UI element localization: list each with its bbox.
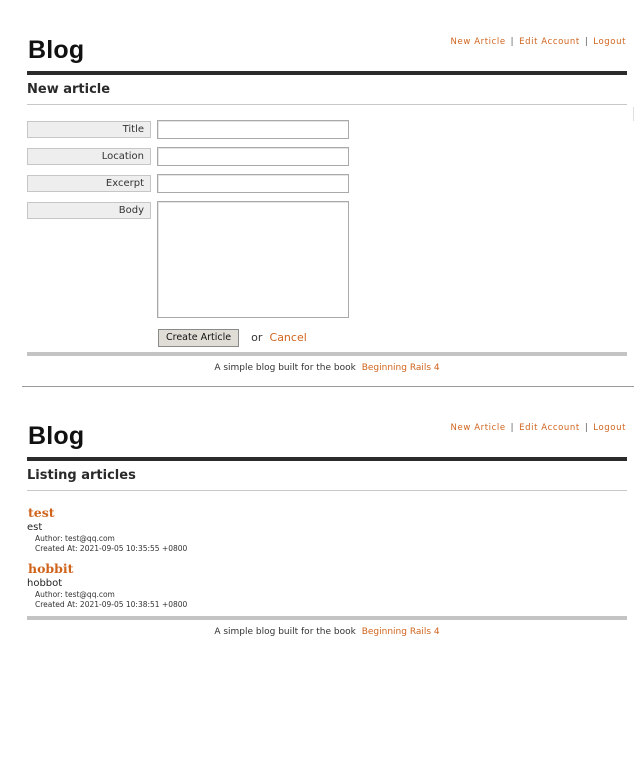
article-created-at: Created At: 2021-09-05 10:38:51 +0800 — [35, 599, 188, 609]
body-label: Body — [27, 202, 151, 219]
footer-text: A simple blog built for the book — [214, 627, 356, 637]
nav-separator: | — [510, 423, 515, 433]
excerpt-label: Excerpt — [27, 175, 151, 192]
article-body: hobbot — [27, 578, 63, 589]
top-nav — [451, 423, 626, 433]
top-nav — [451, 37, 626, 47]
nav-separator: | — [510, 37, 515, 47]
page-title: Listing articles — [27, 461, 627, 491]
nav-new-article-link[interactable]: New Article — [450, 37, 506, 47]
article-title-link[interactable]: hobbit — [28, 561, 74, 576]
footer-book-link[interactable]: Beginning Rails 4 — [361, 627, 440, 637]
nav-new-article-link[interactable]: New Article — [450, 423, 506, 433]
screenshot-divider — [22, 386, 634, 387]
article-body: est — [27, 522, 43, 533]
cancel-link[interactable]: Cancel — [269, 331, 307, 344]
nav-separator: | — [584, 423, 589, 433]
article-author: Author: test@qq.com — [35, 534, 115, 543]
site-header — [27, 30, 627, 75]
page-title: New article — [27, 75, 627, 105]
excerpt-input[interactable] — [157, 174, 349, 193]
article-created-at: Created At: 2021-09-05 10:35:55 +0800 — [35, 543, 188, 553]
new-article-page — [27, 30, 627, 373]
site-footer — [27, 356, 627, 373]
location-label: Location — [27, 148, 151, 165]
new-article-form — [27, 105, 627, 352]
body-textarea[interactable] — [157, 201, 349, 318]
site-header — [27, 416, 627, 461]
article-item — [27, 505, 627, 553]
scrollbar-edge[interactable] — [633, 107, 639, 121]
title-input[interactable] — [157, 120, 349, 139]
article-item — [27, 561, 627, 609]
article-title-link[interactable]: test — [28, 505, 55, 520]
footer-text: A simple blog built for the book — [214, 363, 356, 373]
article-author: Author: test@qq.com — [35, 590, 115, 599]
form-actions — [158, 327, 307, 347]
site-logo[interactable]: Blog — [28, 422, 85, 450]
location-input[interactable] — [157, 147, 349, 166]
site-logo[interactable]: Blog — [28, 36, 85, 64]
nav-edit-account-link[interactable]: Edit Account — [519, 37, 580, 47]
listing-articles-page — [27, 416, 627, 637]
nav-separator: | — [584, 37, 589, 47]
footer-book-link[interactable]: Beginning Rails 4 — [361, 363, 440, 373]
article-list — [27, 491, 627, 609]
site-footer — [27, 620, 627, 637]
nav-edit-account-link[interactable]: Edit Account — [519, 423, 580, 433]
nav-logout-link[interactable]: Logout — [593, 37, 626, 47]
nav-logout-link[interactable]: Logout — [593, 423, 626, 433]
create-article-button[interactable]: Create Article — [158, 329, 239, 347]
title-label: Title — [27, 121, 151, 138]
or-text: or — [251, 331, 263, 344]
